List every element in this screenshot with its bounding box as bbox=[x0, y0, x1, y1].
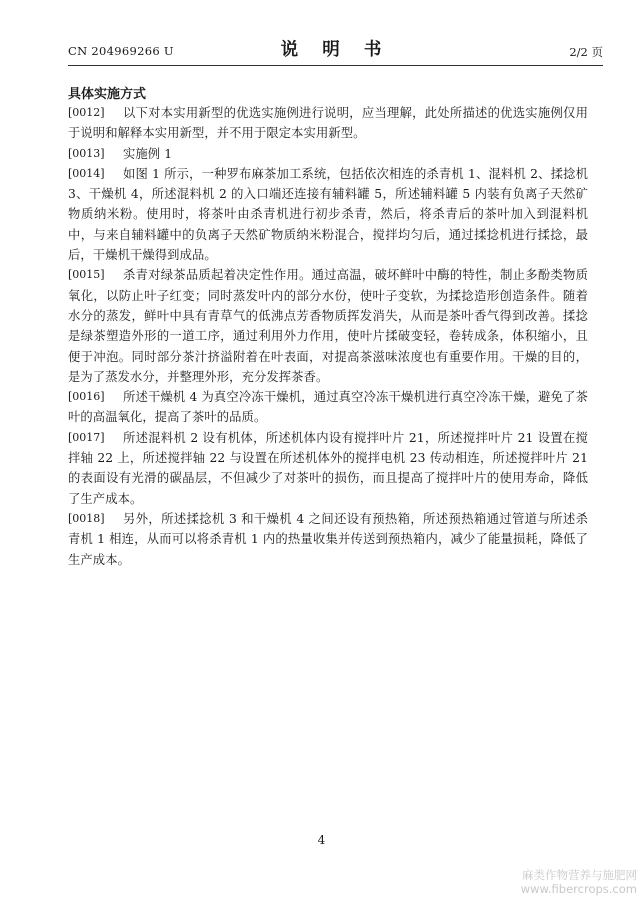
paragraph-number: [0013] bbox=[68, 146, 105, 160]
watermark-site-name: 麻类作物营养与施肥网 bbox=[522, 868, 637, 882]
paragraph-text: 另外，所述揉捻机 3 和干燥机 4 之间还设有预热箱，所述预热箱通过管道与所述杀青机 1 相连，从而可以将杀青机 1 内的热量收集并传送到预热箱内，减少了能量损耗，降低了生产成本。 bbox=[68, 511, 588, 567]
paragraph-number: [0014] bbox=[68, 166, 105, 180]
paragraph-list bbox=[68, 103, 588, 570]
paragraph bbox=[68, 509, 588, 570]
paragraph bbox=[68, 144, 588, 164]
paragraph bbox=[68, 164, 588, 265]
paragraph bbox=[68, 428, 588, 509]
paragraph-number: [0016] bbox=[68, 390, 105, 404]
paragraph-text: 实施例 1 bbox=[123, 146, 173, 161]
paragraph bbox=[68, 387, 588, 428]
paragraph-number: [0018] bbox=[68, 511, 105, 525]
document-title: 说 明 书 bbox=[280, 40, 391, 60]
paragraph bbox=[68, 265, 588, 387]
document-id: CN 204969266 U bbox=[68, 44, 174, 58]
paragraph-text: 如图 1 所示，一种罗布麻茶加工系统，包括依次相连的杀青机 1、混料机 2、揉捻机 3、干燥机 4，所述混料机 2 的入口端还连接有辅料罐 5，所述辅料罐 5 内装有负离子天然矿物质纳米粉。使用时，将茶叶由杀青机进行初步杀青，然后，将杀青后的茶叶加入到混料机中，与来自辅料罐中的负离子天然矿物质纳米粉混合，搅拌均匀后，通过揉捻机进行揉捻，最后，干燥机干燥得到成品。 bbox=[68, 166, 588, 263]
paragraph-text: 所述混料机 2 设有机体，所述机体内设有搅拌叶片 21，所述搅拌叶片 21 设置在搅拌轴 22 上，所述搅拌轴 22 与设置在所述机体外的搅拌电机 23 传动相连，所述搅拌叶片 21 的表面设有光滑的碳晶层，不但减少了对茶叶的损伤，而且提高了搅拌叶片的使用寿命，降低了生产成本。 bbox=[68, 430, 588, 506]
paragraph-number: [0017] bbox=[68, 430, 105, 444]
page-indicator: 2/2 页 bbox=[569, 45, 603, 59]
paragraph-number: [0012] bbox=[68, 106, 105, 119]
paragraph-text: 所述干燥机 4 为真空冷冻干燥机，通过真空冷冻干燥机进行真空冷冻干燥，避免了茶叶的高温氧化，提高了茶叶的品质。 bbox=[68, 390, 588, 425]
paragraph-text: 杀青对绿茶品质起着决定性作用。通过高温，破坏鲜叶中酶的特性，制止多酚类物质氧化，以防止叶子红变；同时蒸发叶内的部分水份，使叶子变软，为揉捻造形创造条件。随着水分的蒸发，鲜叶中具有青草气的低沸点芳香物质挥发消失，从而是茶叶香气得到改善。揉捻是绿茶塑造外形的一道工序，通过利用外力作用，使叶片揉破变轻，卷转成条，体积缩小，且便于冲泡。同时部分茶汁挤溢附着在叶表面，对提高茶滋味浓度也有重要作用。干燥的目的，是为了蒸发水分，并整理外形，充分发挥茶香。 bbox=[68, 268, 588, 384]
watermark-url: www.fibercrops.com bbox=[520, 882, 637, 896]
watermark bbox=[497, 868, 637, 896]
page-number: 4 bbox=[317, 833, 326, 847]
paragraph-number: [0015] bbox=[68, 268, 105, 282]
paragraph-text: 以下对本实用新型的优选实施例进行说明，应当理解，此处所描述的优选实施例仅用于说明和解释本实用新型，并不用于限定本实用新型。 bbox=[68, 106, 588, 141]
section-title: 具体实施方式 bbox=[68, 87, 147, 102]
header-rule bbox=[68, 65, 603, 66]
paragraph bbox=[68, 103, 588, 144]
page-header bbox=[68, 36, 603, 66]
